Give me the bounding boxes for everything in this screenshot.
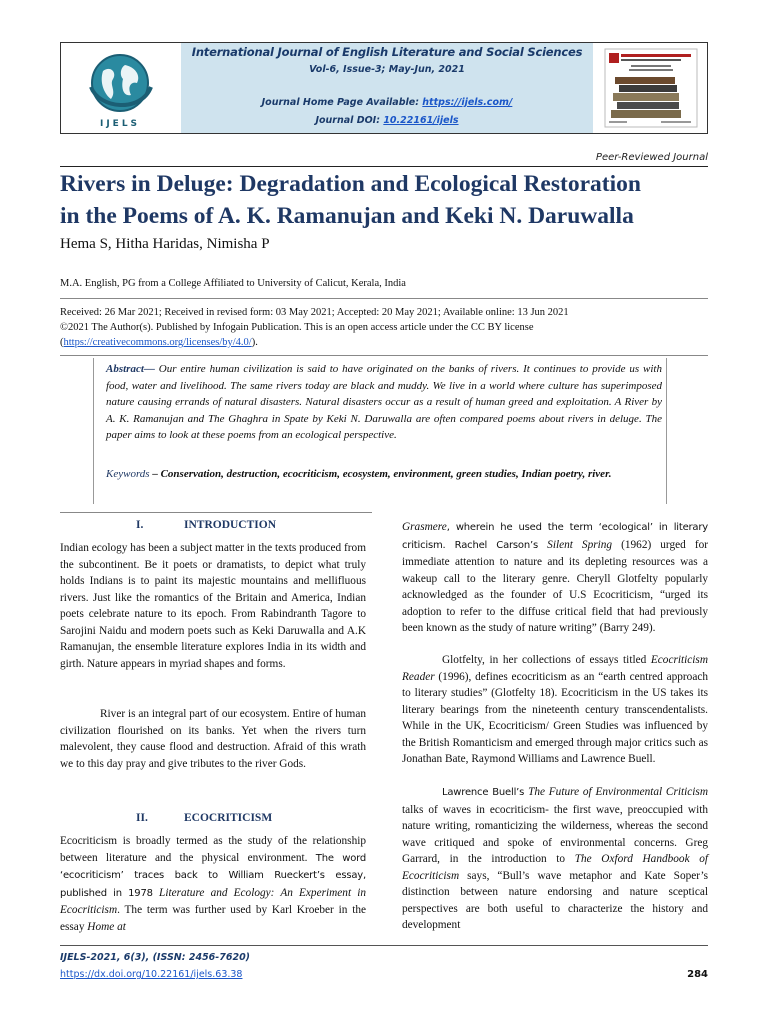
abstract xyxy=(106,361,662,444)
license-open: ( xyxy=(60,337,64,348)
col2-p1-d: (1962) urged for immediate attention to nature and its depleting resources was a wakeup call to the literary genre. Cheryll Glotfelty popularly acknowledged as the founder of U.S Ecocriticism, “urged its adoption to refer to the diffuse critical field that had previously been known as the study of nature writing” (Barry 249). xyxy=(402,538,709,634)
footer-citation: IJELS-2021, 6(3), (ISSN: 2456-7620) xyxy=(60,952,251,963)
authors: Hema S, Hitha Haridas, Nimisha P xyxy=(60,236,270,252)
col2-p1-c: Silent Spring xyxy=(547,538,613,551)
col2-p1-a: Grasmere xyxy=(402,521,447,533)
peer-reviewed-label: Peer-Reviewed Journal xyxy=(595,152,708,163)
section-heading-introduction: INTRODUCTION xyxy=(184,519,277,531)
abstract-label: Abstract— xyxy=(106,363,155,375)
intro-paragraph-1: Indian ecology has been a subject matter in the texts produced from the subcontinent. Be it poets or dramatists, to depict what truly holds Indians is to paint its majestic mountains and mellifluous rivers. Just like the romantics of the Britain and America, Indian poets celebrate nature to its epoch. From Rabindranth Tagore to Sarojini Naidu and modern poets such as Keki Daruwalla and A.K Ramanujan, the ensemble literature explores India in its width and girth. Nature appears in myriad shapes and forms. xyxy=(60,542,366,670)
col2-p3-e: says, “Bull’s wave metaphor and Kate Soper’s distinction between nature endorsing and nature sceptical perspectives are both useful to characterize the history and development xyxy=(402,869,708,931)
copyright: ©2021 The Author(s). Published by Infogain Publication. This is an open access article under the CC BY license xyxy=(60,322,534,333)
eco-p1-c: Literature and Ecology: An Experiment in Ecocriticism xyxy=(60,886,366,916)
divider xyxy=(60,166,708,167)
doi-link[interactable]: 10.22161/ijels xyxy=(383,115,459,126)
section-number: I. xyxy=(136,519,144,531)
col2-p3-d: The Oxford Handbook of Ecocriticism xyxy=(402,853,708,882)
eco-p1-e: Home at xyxy=(87,920,126,933)
journal-volume: Vol-6, Issue-3; May-Jun, 2021 xyxy=(309,64,465,75)
home-label: Journal Home Page Available: xyxy=(261,97,423,108)
col2-p2-c: (1996), defines ecocriticism as an “earth centred approach to literary studies” (Glotfelty 18). Ecocriticism in the US takes its literary bearings from the nineteenth century transcendentalists. While in the UK, Ecocriticism/ Green Studies was influenced by the British Romanticism and emerged through major critics such as Jonathan Bate, Raymond Williams and Lawrence Buell. xyxy=(402,670,708,765)
journal-cover-image xyxy=(601,47,701,129)
ecocriticism-paragraph-1 xyxy=(60,833,366,935)
intro-paragraph-2 xyxy=(60,706,366,772)
intro-p2-text: River is an integral part of our ecosystem. Entire of human civilization flourished on its banks. Yet when the rivers turn malevolent, they cause flood and destruction. Afraid of this wrath we to this day pray and give tributes to the river Gods. xyxy=(60,708,366,770)
col2-paragraph-2 xyxy=(402,652,708,768)
home-link[interactable]: https://ijels.com/ xyxy=(422,97,513,108)
col2-p2-b: Ecocriticism Reader xyxy=(402,654,708,683)
journal-title: International Journal of English Literature and Social Sciences xyxy=(191,45,583,59)
header-band xyxy=(181,43,593,133)
globe-logo-icon xyxy=(65,47,175,129)
col2-p3-c: talks of waves in ecocriticism- the first wave, preoccupied with nature writing, romanticizing the wilderness, whereas the second wave critiqued and spoke of environmental concerns. Greg Garrard, in the introduction to xyxy=(402,803,708,865)
affiliation: M.A. English, PG from a College Affiliated to University of Calicut, Kerala, India xyxy=(60,278,406,289)
footer-doi-link[interactable]: https://dx.doi.org/10.22161/ijels.63.38 xyxy=(60,969,243,980)
keywords xyxy=(106,466,662,483)
abstract-text: Our entire human civilization is said to have originated on the banks of rivers. It continues to provide us with food, water and livelihood. The same rivers today are black and muddy. We live in a world where culture has superimposed nature causing errands of natural disasters. Natural disasters occur as a result of human greed and exploitation. A River by A. K. Ramanujan and The Ghaghra in Spate by Keki N. Daruwalla are often compared poems about rivers in deluge. The paper aims to look at these poems from an ecological perspective. xyxy=(106,363,662,442)
col2-p1-b: , wherein he used the term ‘ecological’ in literary criticism. Rachel Carson’s xyxy=(402,522,708,551)
journal-doi xyxy=(181,115,593,126)
col2-paragraph-1 xyxy=(402,519,708,637)
keywords-text: – Conservation, destruction, ecocriticism, ecosystem, environment, green studies, Indian poetry, river. xyxy=(149,468,612,480)
section-heading-ecocriticism: ECOCRITICISM xyxy=(184,812,273,824)
dates: Received: 26 Mar 2021; Received in revised form: 03 May 2021; Accepted: 20 May 2021; Available online: 13 Jun 2021 xyxy=(60,307,569,318)
divider xyxy=(60,298,708,299)
divider xyxy=(60,355,708,356)
journal-header xyxy=(60,42,708,134)
eco-p1-b: The word ‘ecocriticism’ traces back to William Rueckert’s essay, published in 1978 xyxy=(60,852,366,899)
keywords-label: Keywords xyxy=(106,468,150,480)
doi-label: Journal DOI: xyxy=(315,115,384,126)
license-link[interactable]: https://creativecommons.org/licenses/by/4.0/ xyxy=(63,337,252,348)
divider xyxy=(60,512,372,513)
license-close: ). xyxy=(251,337,258,348)
col2-paragraph-3 xyxy=(402,784,708,934)
book-stack-icon xyxy=(601,47,701,129)
eco-p1-d: . The term was further used by Karl Kroeber in the essay xyxy=(60,904,366,933)
journal-home xyxy=(181,97,593,108)
logo-text: IJELS xyxy=(99,119,141,129)
article-metadata xyxy=(60,305,708,350)
paper-title xyxy=(60,168,720,232)
title-line-2: in the Poems of A. K. Ramanujan and Keki N. Daruwalla xyxy=(60,203,634,229)
section-number: II. xyxy=(136,812,148,824)
journal-logo xyxy=(65,47,175,129)
divider xyxy=(60,945,708,946)
col2-p3-a: Lawrence Buell’s xyxy=(442,787,529,798)
eco-p1-a: Ecocriticism is broadly termed as the study of the relationship between literature and the physical environment. xyxy=(60,835,366,864)
license-line xyxy=(60,335,708,350)
col2-p3-b: The Future of Environmental Criticism xyxy=(528,786,708,798)
col2-p2-a: Glotfelty, in her collections of essays titled xyxy=(442,654,651,666)
title-line-1: Rivers in Deluge: Degradation and Ecological Restoration xyxy=(60,171,641,197)
page-number: 284 xyxy=(687,969,708,980)
